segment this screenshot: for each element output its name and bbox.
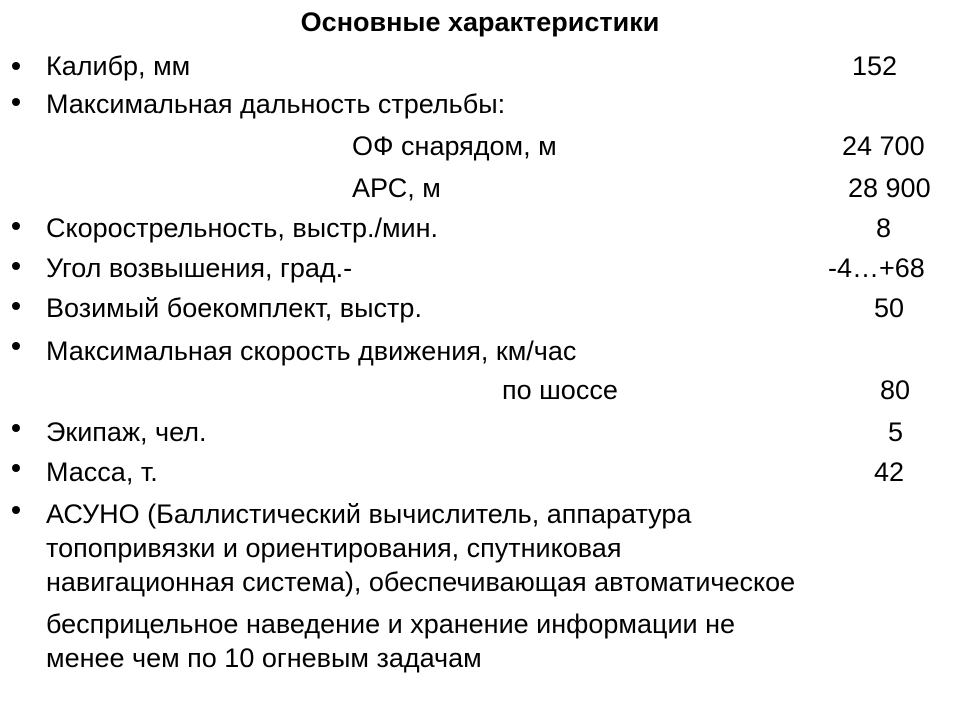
rate-of-fire-label: Скорострельность, выстр./мин. [46,213,439,243]
asuno-line-2: топопривязки и ориентирования, спутниковая [46,533,622,563]
rate-of-fire-value: 8 [876,213,892,243]
highway-speed-label: по шоссе [502,375,618,405]
caliber-value: 152 [852,51,898,81]
ammo-label: Возимый боекомплект, выстр. [46,293,422,323]
ars-range-value: 28 900 [848,173,931,203]
slide-title: Основные характеристики [300,7,660,37]
asuno-line-5: менее чем по 10 огневым задачам [46,643,482,673]
of-range-value: 24 700 [842,131,925,161]
max-speed-label: Максимальная скорость движения, км/час [46,336,577,366]
mass-label: Масса, т. [46,457,158,487]
elevation-label: Угол возвышения, град.- [46,253,353,283]
caliber-label: Калибр, мм [46,51,191,81]
bullet-icon [12,98,20,106]
bullet-icon [12,424,20,432]
ammo-value: 50 [874,293,905,323]
elevation-value: -4…+68 [828,253,925,283]
asuno-line-4: беcприцельное наведение и хранение информации не [46,609,736,639]
ars-range-label: АРС, м [352,173,441,203]
bullet-icon [12,62,20,70]
highway-speed-value: 80 [880,375,911,405]
asuno-line-3: навигационная система), обеспечивающая автоматическое [46,567,796,597]
bullet-icon [12,342,20,350]
bullet-icon [12,506,20,514]
bullet-icon [12,302,20,310]
max-range-label: Максимальная дальность стрельбы: [46,89,506,119]
crew-label: Экипаж, чел. [46,417,207,447]
bullet-icon [12,262,20,270]
mass-value: 42 [874,457,905,487]
asuno-line-1: АСУНО (Баллистический вычислитель, аппаратура [46,499,692,529]
bullet-icon [12,222,20,230]
of-range-label: ОФ снарядом, м [352,131,557,161]
crew-value: 5 [888,417,904,447]
bullet-icon [12,464,20,472]
